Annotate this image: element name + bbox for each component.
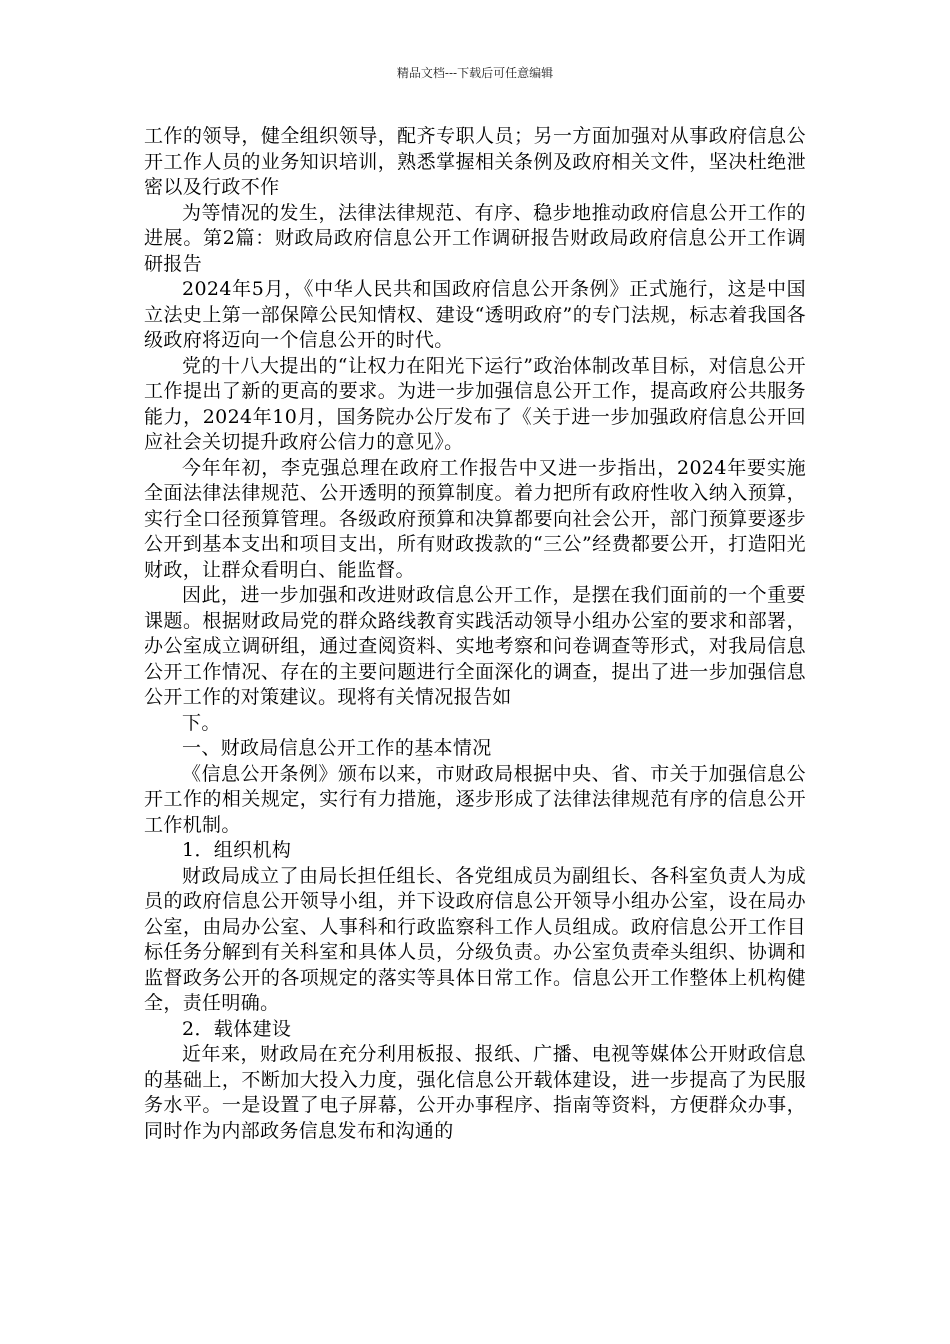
document-body xyxy=(144,124,806,1144)
paragraph: 近年来，财政局在充分利用板报、报纸、广播、电视等媒体公开财政信息的基础上，不断加大投入力度，强化信息公开载体建设，进一步提高了为民服务水平。一是设置了电子屏幕，公开办事程序、指南等资料，方便群众办事，同时作为内部政务信息发布和沟通的 xyxy=(144,1043,806,1142)
page-header: 精品文档---下载后可任意编辑 xyxy=(396,66,554,80)
subsection-heading: 2．载体建设 xyxy=(182,1017,292,1040)
subsection-heading: 1．组织机构 xyxy=(182,839,292,861)
paragraph: 工作的领导，健全组织领导，配齐专职人员；另一方面加强对从事政府信息公开工作人员的业务知识培训，熟悉掌握相关条例及政府相关文件，坚决杜绝泄密以及行政不作 xyxy=(144,125,806,198)
paragraph: 今年年初，李克强总理在政府工作报告中又进一步指出，2024年要实施全面法律法律规范、公开透明的预算制度。着力把所有政府性收入纳入预算，实行全口径预算管理。各级政府预算和决算都要向社会公开，部门预算要逐步公开到基本支出和项目支出，所有财政拨款的“三公”经费都要公开，打造阳光财政，让群众看明白、能监督。 xyxy=(144,456,806,581)
paragraph: 《信息公开条例》颁布以来，市财政局根据中央、省、市关于加强信息公开工作的相关规定，实行有力措施，逐步形成了法律法律规范有序的信息公开工作机制。 xyxy=(144,762,806,836)
paragraph: 下。 xyxy=(182,711,221,734)
paragraph: 党的十八大提出的“让权力在阳光下运行”政治体制改革目标，对信息公开工作提出了新的更高的要求。为进一步加强信息公开工作，提高政府公共服务能力，2024年10月，国务院办公厅发布了《关于进一步加强政府信息公开回应社会关切提升政府公信力的意见》。 xyxy=(144,354,806,453)
paragraph: 为等情况的发生，法律法律规范、有序、稳步地推动政府信息公开工作的进展。第2篇：财政局政府信息公开工作调研报告财政局政府信息公开工作调研报告 xyxy=(144,201,806,275)
paragraph: 财政局成立了由局长担任组长、各党组成员为副组长、各科室负责人为成员的政府信息公开领导小组，并下设政府信息公开领导小组办公室，设在局办公室，由局办公室、人事科和行政监察科工作人员组成。政府信息公开工作目标任务分解到有关科室和具体人员，分级负责。办公室负责牵头组织、协调和监督政务公开的各项规定的落实等具体日常工作。信息公开工作整体上机构健全，责任明确。 xyxy=(144,864,806,1014)
section-heading: 一、财政局信息公开工作的基本情况 xyxy=(182,737,492,759)
paragraph: 2024年5月，《中华人民共和国政府信息公开条例》正式施行，这是中国立法史上第一部保障公民知情权、建设“透明政府”的专门法规，标志着我国各级政府将迈向一个信息公开的时代。 xyxy=(144,278,806,351)
paragraph: 因此，进一步加强和改进财政信息公开工作，是摆在我们面前的一个重要课题。根据财政局党的群众路线教育实践活动领导小组办公室的要求和部署，办公室成立调研组，通过查阅资料、实地考察和问卷调查等形式，对我局信息公开工作情况、存在的主要问题进行全面深化的调查，提出了进一步加强信息公开工作的对策建议。现将有关情况报告如 xyxy=(144,584,806,708)
